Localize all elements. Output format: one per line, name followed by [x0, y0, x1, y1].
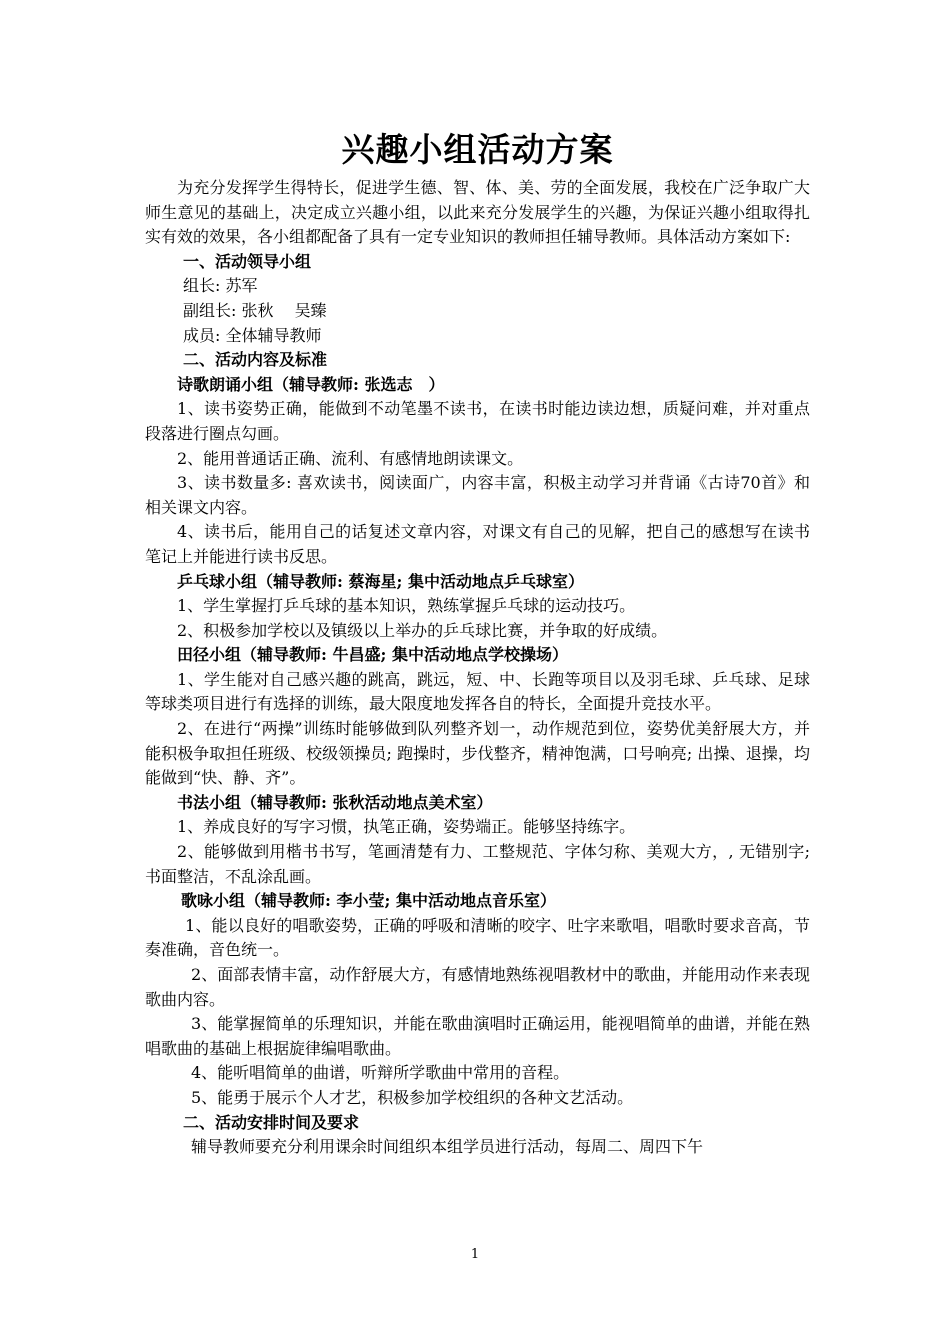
group-heading-poetry: 诗歌朗诵小组（辅导教师: 张选志 ） — [177, 374, 445, 394]
calligraphy-item: 1、养成良好的写字习惯，执笔正确，姿势端正。能够坚持练字。 — [177, 817, 636, 837]
poetry-item: 4、读书后，能用自己的话复述文章内容，对课文有自己的见解，把自己的感想写在读书笔记上并能进行读书反思。 — [145, 522, 810, 566]
intro-paragraph: 为充分发挥学生得特长，促进学生德、智、体、美、劳的全面发展，我校在广泛争取广大师生意见的基础上，决定成立兴趣小组，以此来充分发展学生的兴趣，为保证兴趣小组取得扎实有效的效果，各小组都配备了具有一定专业知识的教师担任辅导教师。具体活动方案如下: — [145, 178, 810, 247]
schedule-paragraph: 辅导教师要充分利用课余时间组织本组学员进行活动，每周二、周四下午 — [191, 1137, 704, 1157]
poetry-item: 3、读书数量多: 喜欢读书，阅读面广，内容丰富，积极主动学习并背诵《古诗70首》和相关课文内容。 — [145, 473, 810, 517]
group-heading-singing: 歌咏小组（辅导教师: 李小莹; 集中活动地点音乐室） — [181, 891, 556, 911]
section-heading-schedule: 二、活动安排时间及要求 — [183, 1112, 360, 1132]
section-heading-leadership: 一、活动领导小组 — [183, 251, 312, 271]
singing-item: 4、能听唱简单的曲谱，听辩所学歌曲中常用的音程。 — [191, 1063, 570, 1083]
leader-line: 组长: 苏军 — [183, 276, 258, 296]
pingpong-item: 1、学生掌握打乒乓球的基本知识，熟练掌握乒乓球的运动技巧。 — [177, 596, 636, 616]
page-number: 1 — [470, 1247, 480, 1262]
poetry-item: 2、能用普通话正确、流利、有感情地朗读课文。 — [177, 448, 524, 468]
group-heading-track: 田径小组（辅导教师: 牛昌盛; 集中活动地点学校操场） — [177, 645, 568, 665]
calligraphy-item: 2、能够做到用楷书书写，笔画清楚有力、工整规范、字体匀称、美观大方，, 无错别字; 书面整洁，不乱涂乱画。 — [145, 842, 810, 886]
document-body — [145, 128, 810, 1160]
track-item: 1、学生能对自己感兴趣的跳高，跳远，短、中、长跑等项目以及羽毛球、乒乓球、足球等球类项目进行有选择的训练，最大限度地发挥各自的特长，全面提升竞技水平。 — [145, 669, 810, 714]
vice-leader-line: 副组长: 张秋 吴臻 — [183, 300, 327, 320]
members-line: 成员: 全体辅导教师 — [183, 325, 322, 345]
pingpong-item: 2、积极参加学校以及镇级以上举办的乒乓球比赛，并争取的好成绩。 — [177, 620, 668, 640]
group-heading-pingpong: 乒乓球小组（辅导教师: 蔡海星; 集中活动地点乒乓球室） — [177, 571, 584, 591]
group-heading-calligraphy: 书法小组（辅导教师: 张秋活动地点美术室） — [177, 792, 493, 812]
singing-item: 2、面部表情丰富，动作舒展大方，有感情地熟练视唱教材中的歌曲，并能用动作来表现歌曲内容。 — [145, 965, 810, 1009]
document-title: 兴趣小组活动方案 — [341, 130, 614, 169]
singing-item: 1、能以良好的唱歌姿势，正确的呼吸和清晰的咬字、吐字来歌唱，唱歌时要求音高，节奏准确，音色统一。 — [145, 915, 810, 960]
singing-item: 5、能勇于展示个人才艺，积极参加学校组织的各种文艺活动。 — [191, 1087, 634, 1107]
track-item: 2、在进行“两操”训练时能够做到队列整齐划一，动作规范到位，姿势优美舒展大方，并能积极争取担任班级、校级领操员; 跑操时，步伐整齐，精神饱满，口号响亮; 出操、退操，均能做到“快、静、齐”。 — [145, 719, 810, 788]
singing-item: 3、能掌握简单的乐理知识，并能在歌曲演唱时正确运用，能视唱简单的曲谱，并能在熟唱歌曲的基础上根据旋律编唱歌曲。 — [145, 1014, 810, 1058]
section-heading-content: 二、活动内容及标准 — [183, 350, 328, 370]
poetry-item: 1、读书姿势正确，能做到不动笔墨不读书，在读书时能边读边想，质疑问难，并对重点段落进行圈点勾画。 — [145, 399, 810, 443]
